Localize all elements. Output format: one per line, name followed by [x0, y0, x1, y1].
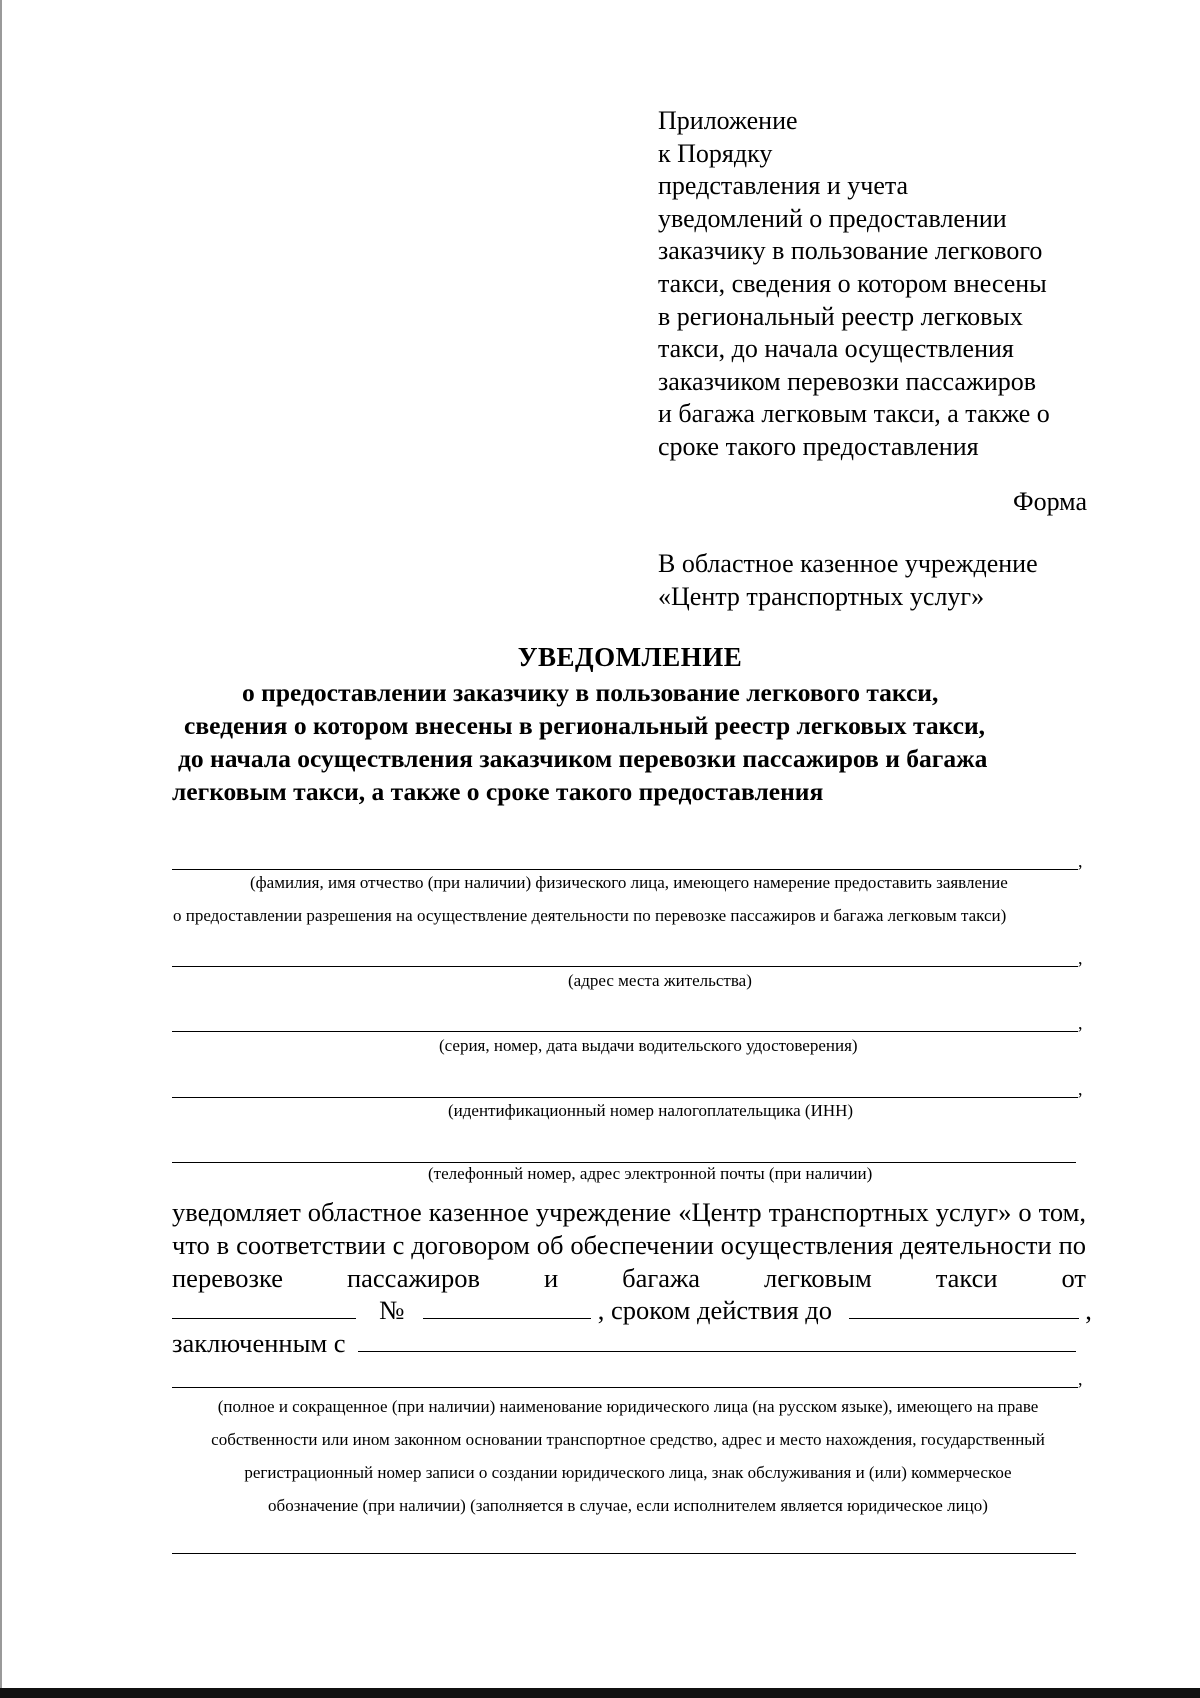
subtitle-line: до начала осуществления заказчиком перевозки пассажиров и багажа — [178, 744, 988, 773]
bottom-blank-line[interactable] — [172, 1553, 1076, 1554]
legal-entity-caption-line: (полное и сокращенное (при наличии) наименование юридического лица (на русском языке), имеющего на праве — [217, 1397, 1039, 1416]
legal-entity-caption-line: собственности или ином законном основании транспортное средство, адрес и место нахождения, государственный — [211, 1430, 1045, 1449]
name-field-line[interactable] — [172, 869, 1078, 870]
addressee-line: «Центр транспортных услуг» — [658, 582, 985, 611]
validity-date-field[interactable] — [849, 1294, 1079, 1319]
contract-date-field[interactable] — [172, 1294, 356, 1319]
appendix-line: заказчиком перевозки пассажиров — [658, 366, 1037, 396]
appendix-line: такси, сведения о котором внесены — [658, 268, 1047, 298]
legal-entity-field-comma: , — [1078, 1369, 1083, 1389]
address-field-line[interactable] — [172, 966, 1078, 967]
document-subtitle — [172, 676, 1092, 808]
contract-details-row — [172, 1294, 1092, 1326]
concluded-row — [172, 1327, 1086, 1359]
inn-field-comma: , — [1078, 1079, 1083, 1099]
legal-entity-caption — [172, 1390, 1084, 1522]
appendix-line: заказчику в пользование легкового — [658, 236, 1043, 266]
form-label: Форма — [1013, 487, 1087, 516]
inn-field-line[interactable] — [172, 1097, 1078, 1098]
scan-bottom-edge — [0, 1688, 1200, 1698]
inn-field-caption: (идентификационный номер налогоплательщика (ИНН) — [448, 1101, 854, 1120]
appendix-line: Приложение — [658, 106, 798, 135]
name-field-comma: , — [1078, 851, 1083, 871]
name-field-caption-continued: о предоставлении разрешения на осуществление деятельности по перевозке пассажиров и багажа легковым такси) — [173, 906, 1007, 925]
legal-entity-caption-line: регистрационный номер записи о создании юридического лица, знак обслуживания и (или) коммерческое — [244, 1463, 1012, 1482]
appendix-line: и багажа легковым такси, а также о — [658, 399, 1050, 429]
appendix-line: к Порядку — [658, 138, 773, 168]
appendix-line: сроке такого предоставления — [658, 431, 979, 461]
subtitle-line: сведения о котором внесены в региональный реестр легковых такси, — [184, 711, 986, 740]
contact-field-line[interactable] — [172, 1162, 1076, 1163]
concluded-label: заключенным с — [172, 1328, 346, 1358]
address-field-caption: (адрес места жительства) — [568, 971, 752, 990]
license-field-caption: (серия, номер, дата выдачи водительского удостоверения) — [439, 1036, 858, 1055]
legal-entity-field-line[interactable] — [172, 1387, 1078, 1388]
scan-left-edge — [0, 0, 2, 1698]
appendix-line: в региональный реестр легковых — [658, 301, 1023, 331]
name-field-caption: (фамилия, имя отчество (при наличии) физического лица, имеющего намерение предоставить заявление — [250, 873, 1008, 892]
contract-number-field[interactable] — [423, 1294, 591, 1319]
contact-field-caption: (телефонный номер, адрес электронной почты (при наличии) — [428, 1164, 873, 1183]
addressee-line: В областное казенное учреждение — [658, 549, 1038, 578]
appendix-reference — [658, 105, 1098, 464]
appendix-line: уведомлений о предоставлении — [658, 203, 1007, 233]
validity-comma: , — [1085, 1295, 1092, 1325]
license-field-line[interactable] — [172, 1031, 1078, 1032]
validity-label: , сроком действия до — [597, 1295, 832, 1325]
legal-entity-caption-line: обозначение (при наличии) (заполняется в случае, если исполнителем является юридическое лицо) — [268, 1496, 988, 1515]
notification-paragraph: уведомляет областное казенное учреждение «Центр транспортных услуг» о том, что в соответствии с договором об обеспечении осуществления деятельности по перевозке пассажиров и багажа легковым такси от — [172, 1197, 1086, 1293]
concluded-with-field[interactable] — [358, 1327, 1076, 1352]
document-title: УВЕДОМЛЕНИЕ — [517, 642, 743, 672]
subtitle-line: о предоставлении заказчику в пользование легкового такси, — [242, 678, 939, 707]
appendix-line: представления и учета — [658, 171, 909, 201]
subtitle-line: легковым такси, а также о сроке такого предоставления — [172, 777, 824, 806]
number-sign: № — [379, 1295, 405, 1325]
addressee — [658, 547, 1038, 613]
appendix-line: такси, до начала осуществления — [658, 334, 1014, 364]
license-field-comma: , — [1078, 1013, 1083, 1033]
address-field-comma: , — [1078, 948, 1083, 968]
